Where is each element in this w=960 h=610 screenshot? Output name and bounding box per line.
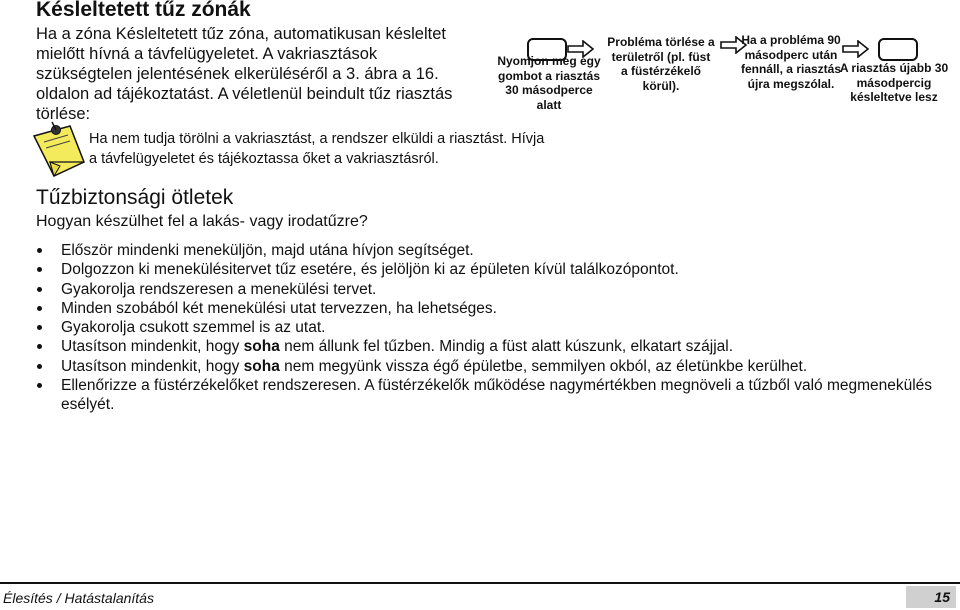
footer-divider	[0, 582, 960, 584]
tips-title: Tűzbiztonsági ötletek	[36, 186, 234, 209]
arrow-right-icon	[842, 40, 870, 58]
keypad-button-icon	[878, 38, 918, 61]
flow-step-3: Ha a probléma 90 másodperc után fennáll, a riasztás újra megszólal.	[740, 33, 842, 91]
section-intro: Ha a zóna Késleltetett tűz zóna, automatikusan késleltet mielőtt hívná a távfelügyeletet. A vakriasztások szükségtelen jelentésének elkerüléséről a 3. ábra a 16. oldalon ad tájékoztatást. A véletlenül beindult tűz riasztás törlése:	[36, 25, 453, 123]
flow-step-4: A riasztás újabb 30 másodpercig késleltetve lesz	[839, 61, 949, 104]
list-item: Ellenőrizze a füstérzékelőket rendszeresen. A füstérzékelők működése nagymértékben megnöveli a tűzből való megmenekülés esélyét.	[36, 376, 936, 415]
list-item: Gyakorolja csukott szemmel is az utat.	[36, 318, 936, 337]
flow-step-2: Probléma törlése a területről (pl. füst a füstérzékelő körül).	[607, 35, 715, 93]
note-pin-icon	[30, 118, 88, 180]
tips-question: Hogyan készülhet fel a lakás- vagy irodatűzre?	[36, 213, 368, 230]
list-item: Gyakorolja rendszeresen a menekülési tervet.	[36, 280, 936, 299]
page-number: 15	[906, 586, 956, 608]
list-item: Először mindenki meneküljön, majd utána hívjon segítséget.	[36, 241, 936, 260]
list-item: Utasítson mindenkit, hogy soha nem megyünk vissza égő épületbe, semmilyen okból, az életünkbe kerülhet.	[36, 357, 936, 376]
list-item: Minden szobából két menekülési utat tervezzen, ha lehetséges.	[36, 299, 936, 318]
tips-list	[36, 241, 936, 415]
list-item: Utasítson mindenkit, hogy soha nem állunk fel tűzben. Mindig a füst alatt kúszunk, elkatart szájjal.	[36, 337, 936, 356]
section-title: Késleltetett tűz zónák	[36, 0, 251, 21]
list-item: Dolgozzon ki menekülésitervet tűz esetére, és jelöljön ki az épületen kívül találkozópontot.	[36, 260, 936, 279]
note-text: Ha nem tudja törölni a vakriasztást, a rendszer elküldi a riasztást. Hívja a távfelügyeletet és tájékoztassa őket a vakriasztásról.	[89, 131, 545, 167]
footer-section-label: Élesítés / Hatástalanítás	[3, 590, 154, 606]
flow-step-1: Nyomjon meg egy gombot a riasztás 30 másodperce alatt	[497, 54, 601, 112]
